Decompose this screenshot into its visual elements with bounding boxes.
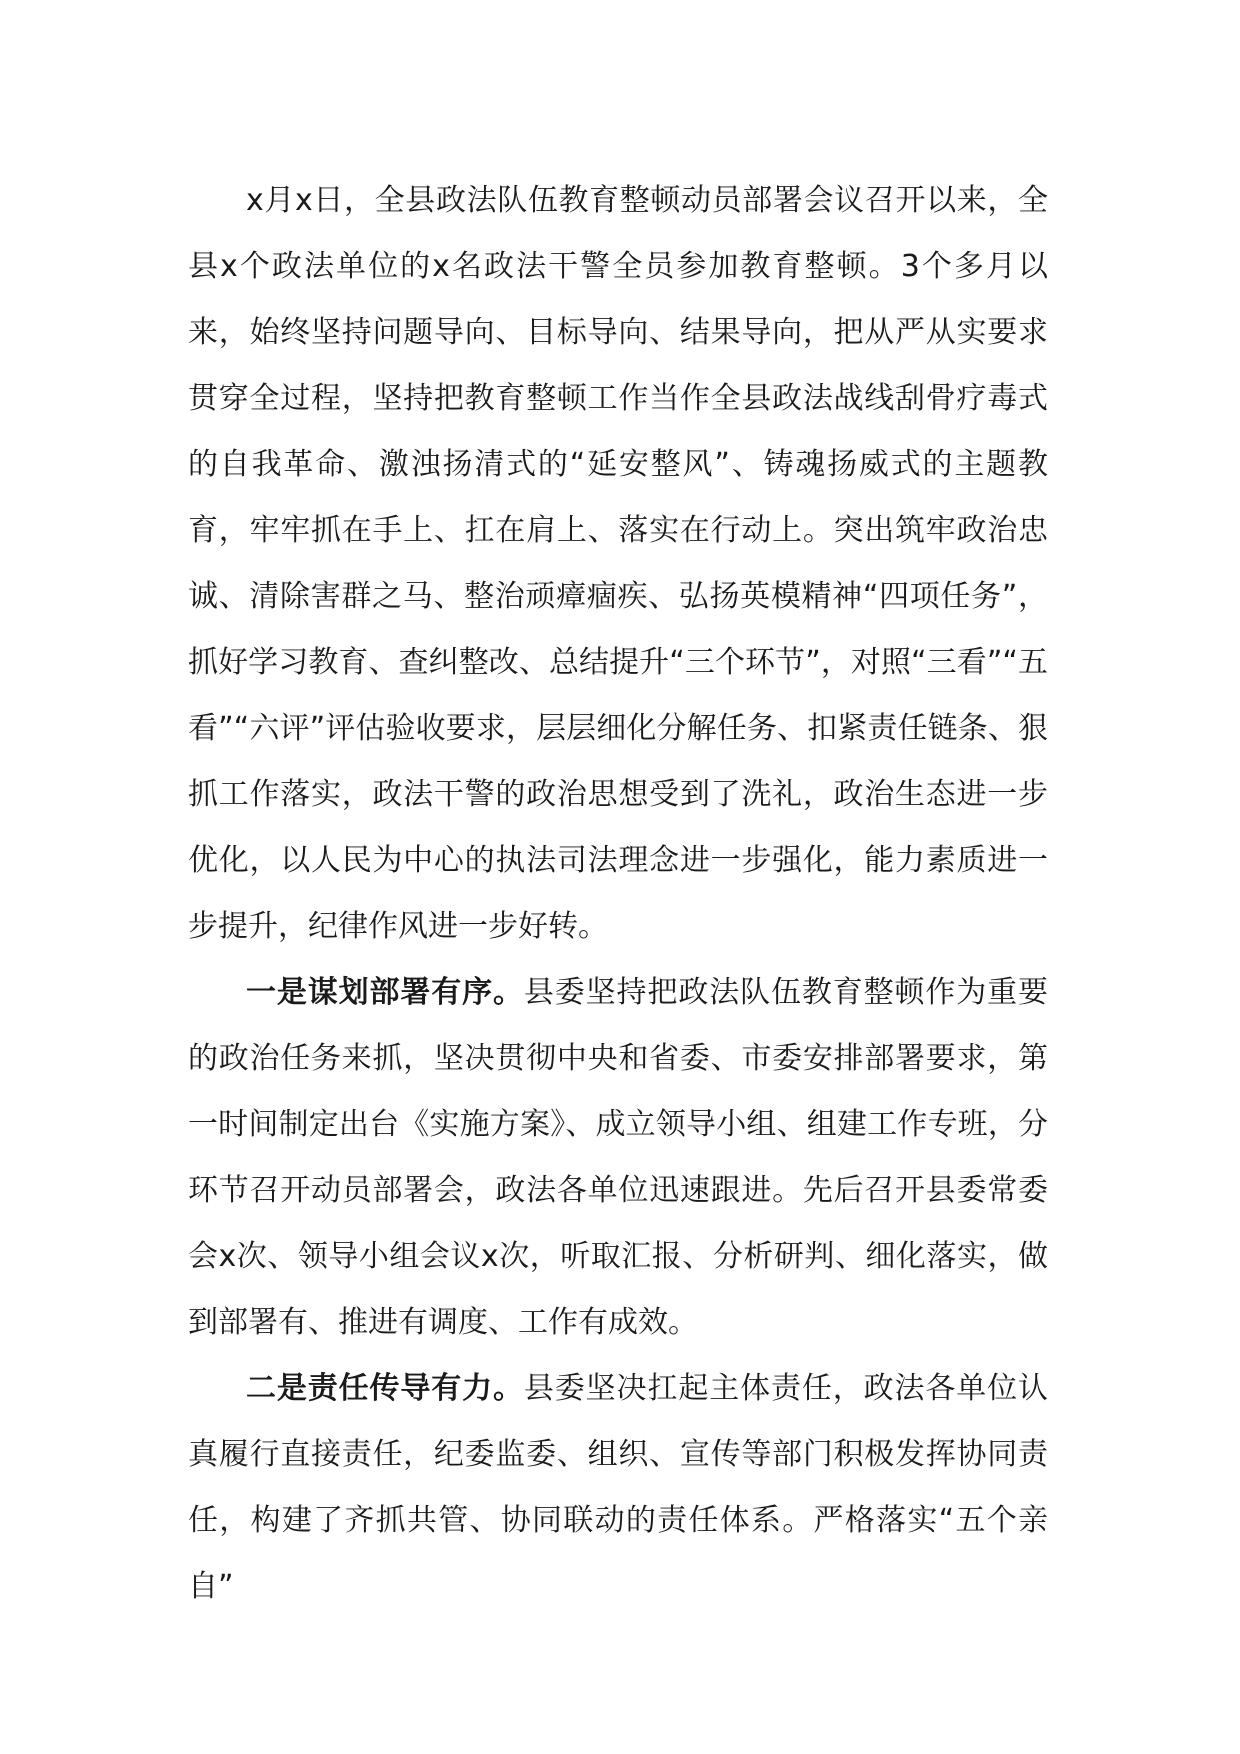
paragraph-planning-lead: 一是谋划部署有序。	[246, 975, 524, 1010]
paragraph-intro	[188, 168, 1048, 960]
document-body	[188, 168, 1048, 1620]
paragraph-responsibility	[188, 1356, 1048, 1620]
paragraph-planning-text: 县委坚持把政法队伍教育整顿作为重要的政治任务来抓，坚决贯彻中央和省委、市委安排部署要求，第一时间制定出台《实施方案》、成立领导小组、组建工作专班，分环节召开动员部署会，政法各单位迅速跟进。先后召开县委常委会x次、领导小组会议x次，听取汇报、分析研判、细化落实，做到部署有、推进有调度、工作有成效。	[188, 975, 1049, 1340]
paragraph-responsibility-text: 县委坚决扛起主体责任，政法各单位认真履行直接责任，纪委监委、组织、宣传等部门积极发挥协同责任，构建了齐抓共管、协同联动的责任体系。严格落实“五个亲自”	[188, 1371, 1049, 1604]
paragraph-planning	[188, 960, 1048, 1356]
paragraph-intro-text: x月x日，全县政法队伍教育整顿动员部署会议召开以来，全县x个政法单位的x名政法干警全员参加教育整顿。3个多月以来，始终坚持问题导向、目标导向、结果导向，把从严从实要求贯穿全过程，坚持把教育整顿工作当作全县政法战线刮骨疗毒式的自我革命、激浊扬清式的“延安整风”、铸魂扬威式的主题教育，牢牢抓在手上、扛在肩上、落实在行动上。突出筑牢政治忠诚、清除害群之马、整治顽瘴痼疾、弘扬英模精神“四项任务”，抓好学习教育、查纠整改、总结提升“三个环节”，对照“三看”“五看”“六评”评估验收要求，层层细化分解任务、扣紧责任链条、狠抓工作落实，政法干警的政治思想受到了洗礼，政治生态进一步优化，以人民为中心的执法司法理念进一步强化，能力素质进一步提升，纪律作风进一步好转。	[188, 183, 1048, 944]
paragraph-responsibility-lead: 二是责任传导有力。	[246, 1371, 524, 1406]
